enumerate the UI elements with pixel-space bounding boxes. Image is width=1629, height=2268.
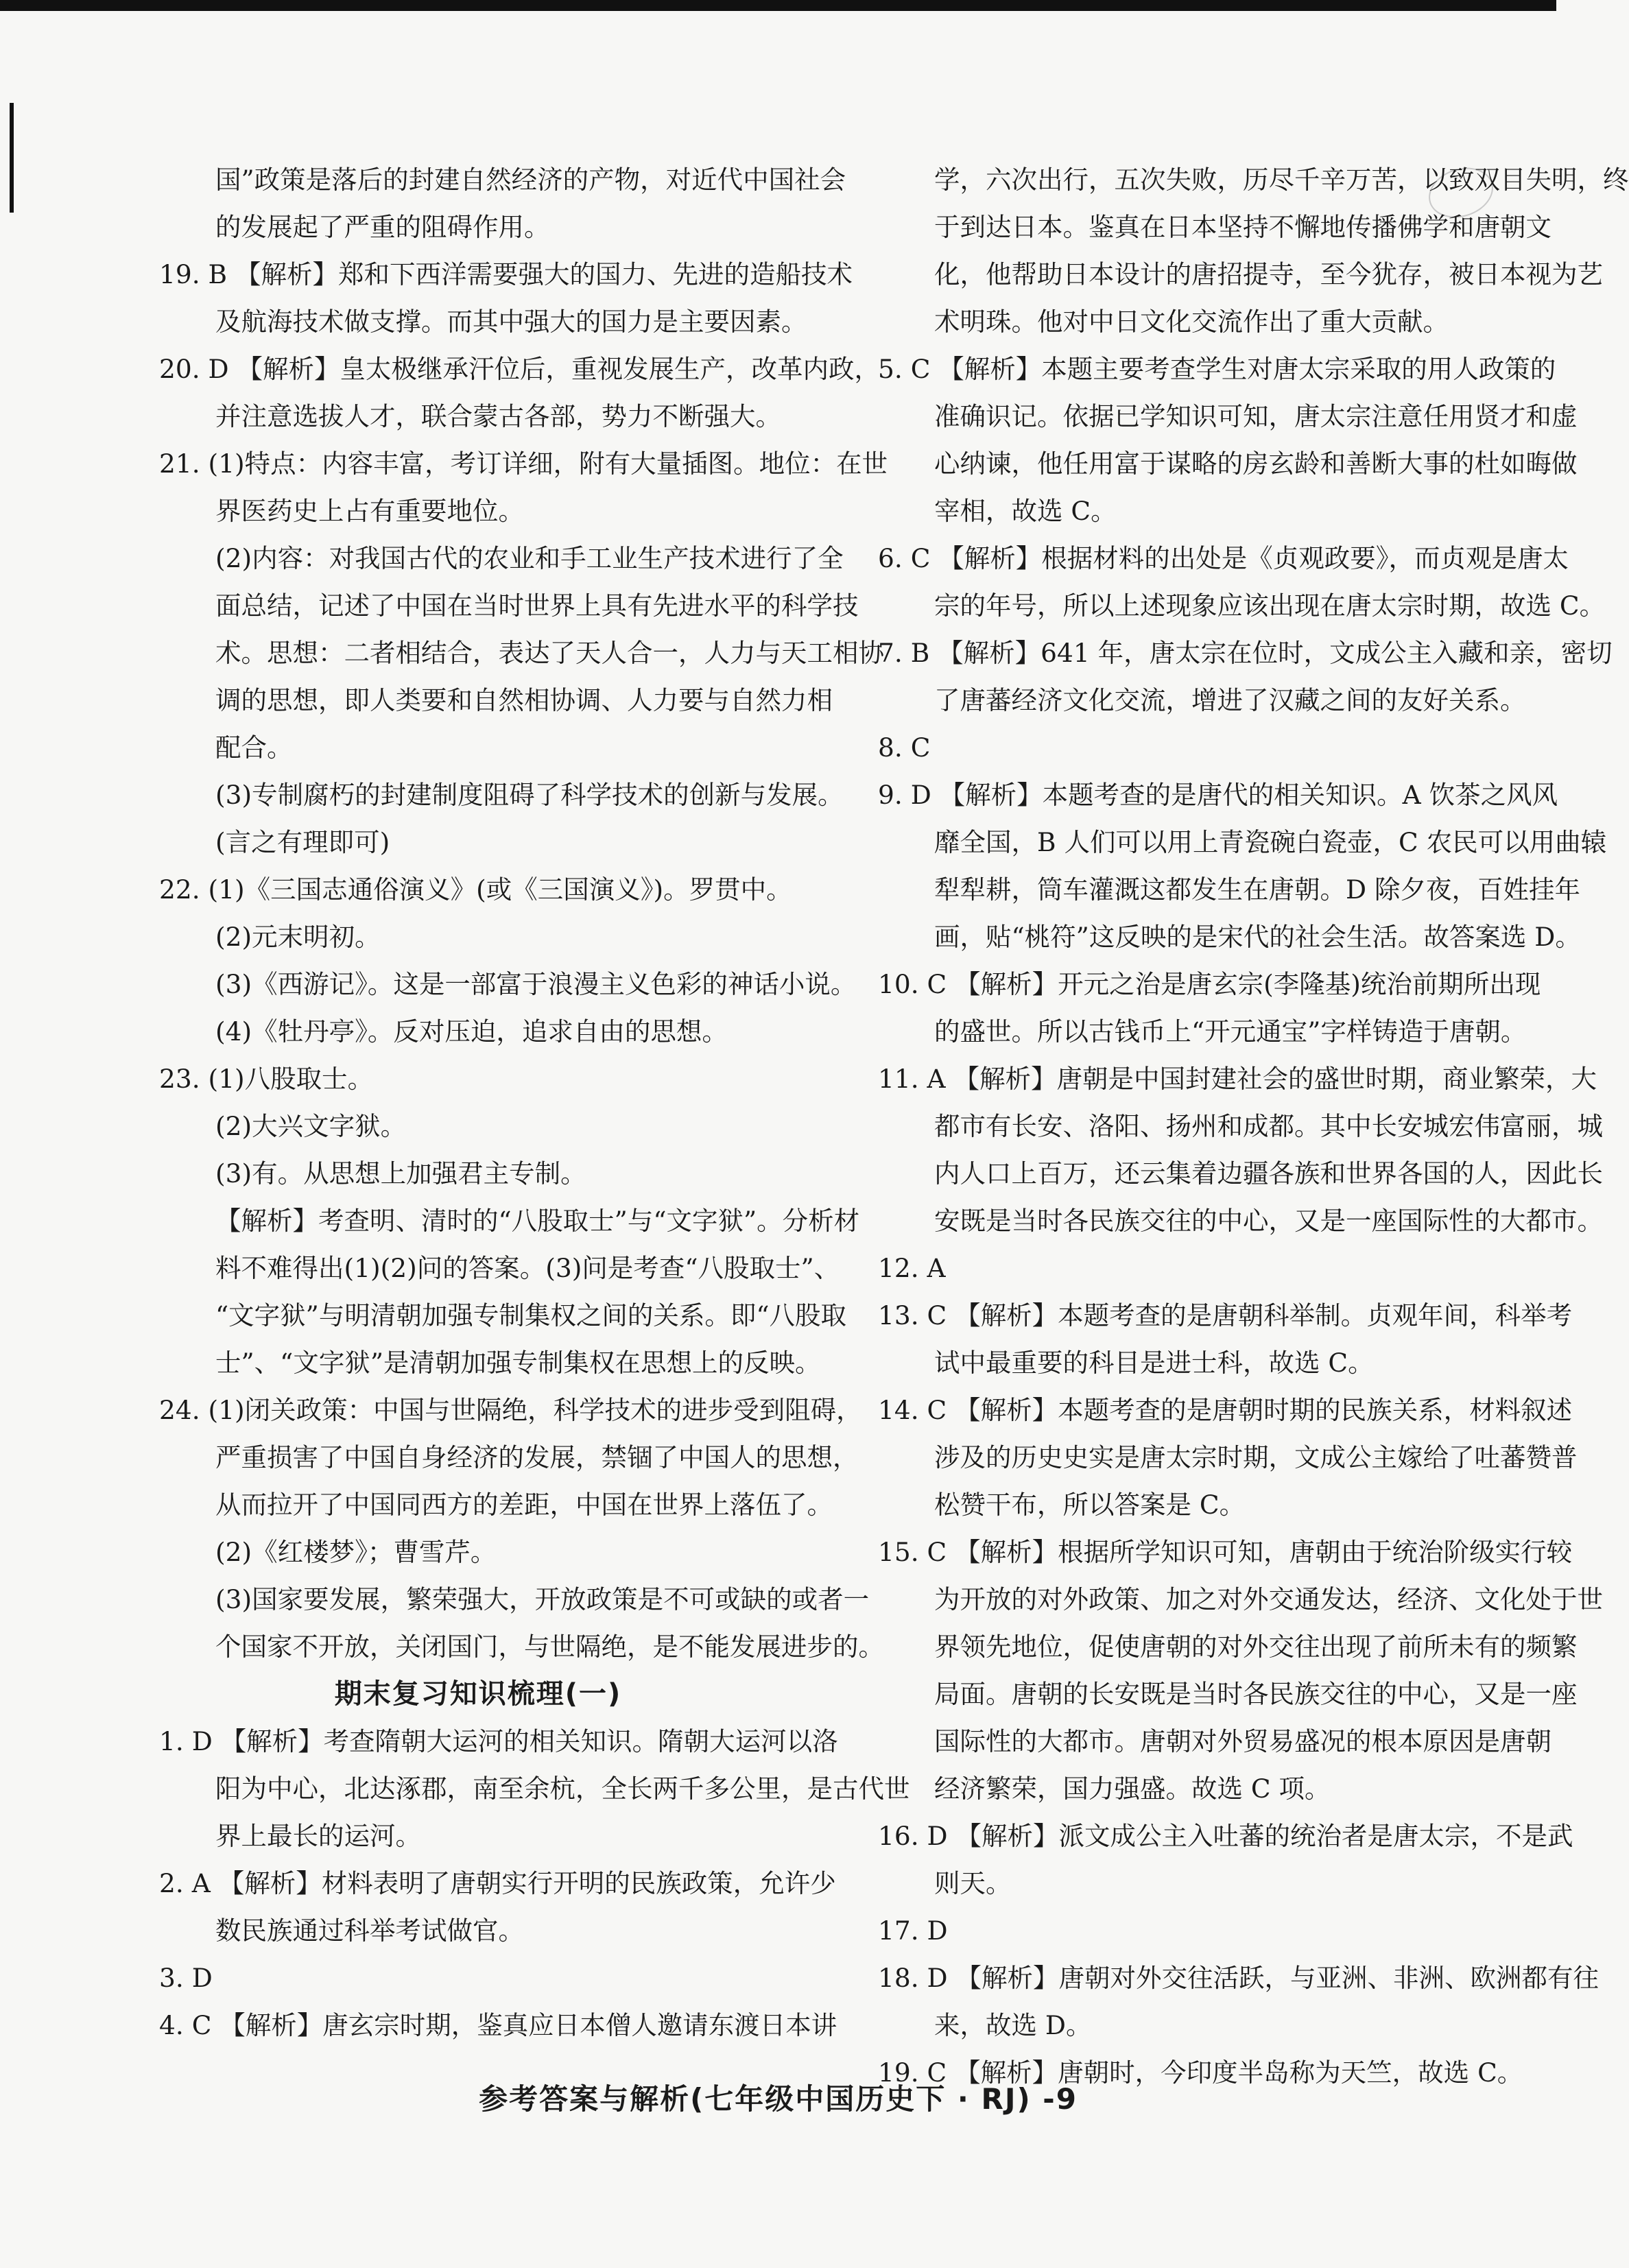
text-line: (2)内容：对我国古代的农业和手工业生产技术进行了全 — [215, 543, 844, 573]
text-line: (言之有理即可) — [215, 827, 390, 857]
text-line: 调的思想，即人类要和自然相协调、人力要与自然力相 — [215, 685, 833, 715]
text-line: 8. C — [878, 732, 931, 763]
text-line: 【解析】考查明、清时的“八股取士”与“文字狱”。分析材 — [215, 1206, 860, 1236]
text-line: 18. D 【解析】唐朝对外交往活跃，与亚洲、非洲、欧洲都有往 — [878, 1963, 1600, 1993]
text-line: 画，贴“桃符”这反映的是宋代的社会生活。故答案选 D。 — [934, 922, 1581, 952]
text-line: 11. A 【解析】唐朝是中国封建社会的盛世时期，商业繁荣，大 — [878, 1064, 1597, 1094]
text-line: (2)元末明初。 — [215, 922, 381, 952]
text-line: 10. C 【解析】开元之治是唐玄宗(李隆基)统治前期所出现 — [878, 969, 1541, 999]
text-line: 安既是当时各民族交往的中心，又是一座国际性的大都市。 — [934, 1206, 1603, 1236]
text-line: 靡全国，B 人们可以用上青瓷碗白瓷壶，C 农民可以用曲辕 — [934, 827, 1607, 857]
text-line: 20. D 【解析】皇太极继承汗位后，重视发展生产，改革内政， — [159, 354, 881, 384]
text-line: 7. B 【解析】641 年，唐太宗在位时，文成公主入藏和亲，密切 — [878, 638, 1613, 668]
text-line: 23. (1)八股取士。 — [159, 1064, 374, 1094]
text-line: 宰相，故选 C。 — [934, 496, 1117, 526]
text-line: 6. C 【解析】根据材料的出处是《贞观政要》，而贞观是唐太 — [878, 543, 1569, 573]
text-line: 12. A — [878, 1253, 946, 1283]
text-line: 5. C 【解析】本题主要考查学生对唐太宗采取的用人政策的 — [878, 354, 1556, 384]
text-line: 犁犁耕，筒车灌溉这都发生在唐朝。D 除夕夜，百姓挂年 — [934, 874, 1580, 905]
text-line: 9. D 【解析】本题考查的是唐代的相关知识。A 饮茶之风风 — [878, 780, 1558, 810]
text-line: 从而拉开了中国同西方的差距，中国在世界上落伍了。 — [215, 1490, 833, 1520]
text-line: 准确识记。依据已学知识可知，唐太宗注意任用贤才和虚 — [934, 401, 1578, 431]
text-line: 17. D — [878, 1915, 948, 1946]
text-line: 的发展起了严重的阻碍作用。 — [215, 212, 550, 242]
text-line: 19. C 【解析】唐朝时，今印度半岛称为天竺，故选 C。 — [878, 2057, 1523, 2088]
top-edge-bar — [0, 0, 1556, 11]
text-line: 宗的年号，所以上述现象应该出现在唐太宗时期，故选 C。 — [934, 590, 1606, 621]
text-line: 心纳谏，他任用富于谋略的房玄龄和善断大事的杜如晦做 — [934, 449, 1578, 479]
text-line: 内人口上百万，还云集着边疆各族和世界各国的人，因此长 — [934, 1158, 1603, 1189]
text-line: 化，他帮助日本设计的唐招提寺，至今犹存，被日本视为艺 — [934, 259, 1603, 289]
text-line: 19. B 【解析】郑和下西洋需要强大的国力、先进的造船技术 — [159, 259, 853, 289]
text-line: 涉及的历史史实是唐太宗时期，文成公主嫁给了吐蕃赞普 — [934, 1442, 1578, 1472]
text-line: 试中最重要的科目是进士科，故选 C。 — [934, 1348, 1374, 1378]
text-line: 13. C 【解析】本题考查的是唐朝科举制。贞观年间，科举考 — [878, 1300, 1573, 1330]
text-line: 面总结，记述了中国在当时世界上具有先进水平的科学技 — [215, 590, 859, 621]
text-line: (3)专制腐朽的封建制度阻碍了科学技术的创新与发展。 — [215, 780, 844, 810]
text-line: 都市有长安、洛阳、扬州和成都。其中长安城宏伟富丽，城 — [934, 1111, 1603, 1141]
text-line: 学，六次出行，五次失败，历尽千辛万苦，以致双目失明，终 — [934, 165, 1629, 195]
text-line: (2)《红楼梦》；曹雪芹。 — [215, 1537, 497, 1567]
text-line: 于到达日本。鉴真在日本坚持不懈地传播佛学和唐朝文 — [934, 212, 1551, 242]
text-line: 14. C 【解析】本题考查的是唐朝时期的民族关系，材料叙述 — [878, 1395, 1573, 1425]
text-line: “文字狱”与明清朝加强专制集权之间的关系。即“八股取 — [215, 1300, 847, 1330]
text-line: 士”、“文字狱”是清朝加强专制集权在思想上的反映。 — [215, 1348, 821, 1378]
text-line: 24. (1)闭关政策：中国与世隔绝，科学技术的进步受到阻碍， — [159, 1395, 862, 1425]
text-line: 数民族通过科举考试做官。 — [215, 1915, 524, 1946]
text-line: 4. C 【解析】唐玄宗时期，鉴真应日本僧人邀请东渡日本讲 — [159, 2010, 837, 2040]
text-line: 16. D 【解析】派文成公主入吐蕃的统治者是唐太宗，不是武 — [878, 1821, 1573, 1851]
text-line: 局面。唐朝的长安既是当时各民族交往的中心，又是一座 — [934, 1679, 1578, 1709]
text-line: 2. A 【解析】材料表明了唐朝实行开明的民族政策，允许少 — [159, 1868, 836, 1898]
text-line: (3)有。从思想上加强君主专制。 — [215, 1158, 586, 1189]
text-line: 国”政策是落后的封建自然经济的产物，对近代中国社会 — [215, 165, 846, 195]
text-line: 松赞干布，所以答案是 C。 — [934, 1490, 1246, 1520]
text-line: 22. (1)《三国志通俗演义》(或《三国演义》)。罗贯中。 — [159, 874, 792, 905]
text-line: 严重损害了中国自身经济的发展，禁锢了中国人的思想， — [215, 1442, 859, 1472]
text-line: 经济繁荣，国力强盛。故选 C 项。 — [934, 1774, 1331, 1804]
text-line: 术明珠。他对中日文化交流作出了重大贡献。 — [934, 307, 1449, 337]
text-line: 术。思想：二者相结合，表达了天人合一，人力与天工相协 — [215, 638, 884, 668]
text-line: (3)国家要发展，繁荣强大，开放政策是不可或缺的或者一 — [215, 1584, 870, 1614]
text-line: 21. (1)特点：内容丰富，考订详细，附有大量插图。地位：在世 — [159, 449, 888, 479]
text-line: 及航海技术做支撑。而其中强大的国力是主要因素。 — [215, 307, 807, 337]
text-line: 国际性的大都市。唐朝对外贸易盛况的根本原因是唐朝 — [934, 1726, 1551, 1756]
right-column — [878, 156, 1629, 2097]
text-line: 个国家不开放，关闭国门，与世隔绝，是不能发展进步的。 — [215, 1632, 884, 1662]
text-line: 界上最长的运河。 — [215, 1821, 421, 1851]
text-line: 阳为中心，北达涿郡，南至余杭，全长两千多公里，是古代世 — [215, 1774, 910, 1804]
section-heading: 期末复习知识梳理(一) — [334, 1678, 622, 1710]
text-line: 1. D 【解析】考查隋朝大运河的相关知识。隋朝大运河以洛 — [159, 1726, 838, 1756]
text-line: 则天。 — [934, 1868, 1012, 1898]
page-footer: 参考答案与解析(七年级中国历史下 · RJ) -9 — [479, 2082, 1078, 2116]
text-line: (2)大兴文字狱。 — [215, 1111, 407, 1141]
text-line: 15. C 【解析】根据所学知识可知，唐朝由于统治阶级实行较 — [878, 1537, 1573, 1567]
text-line: 并注意选拔人才，联合蒙古各部，势力不断强大。 — [215, 401, 781, 431]
text-line: 的盛世。所以古钱币上“开元通宝”字样铸造于唐朝。 — [934, 1016, 1527, 1047]
binding-mark — [10, 103, 14, 213]
text-line: (4)《牡丹亭》。反对压迫，追求自由的思想。 — [215, 1016, 728, 1047]
text-line: 界领先地位，促使唐朝的对外交往出现了前所未有的频繁 — [934, 1632, 1578, 1662]
text-line: 3. D — [159, 1963, 213, 1993]
text-line: 界医药史上占有重要地位。 — [215, 496, 524, 526]
text-line: 配合。 — [215, 732, 293, 763]
text-line: (3)《西游记》。这是一部富于浪漫主义色彩的神话小说。 — [215, 969, 857, 999]
text-line: 了唐蕃经济文化交流，增进了汉藏之间的友好关系。 — [934, 685, 1526, 715]
text-line: 来，故选 D。 — [934, 2010, 1092, 2040]
text-line: 料不难得出(1)(2)问的答案。(3)问是考查“八股取士”、 — [215, 1253, 840, 1283]
text-line: 为开放的对外政策、加之对外交通发达，经济、文化处于世 — [934, 1584, 1603, 1614]
